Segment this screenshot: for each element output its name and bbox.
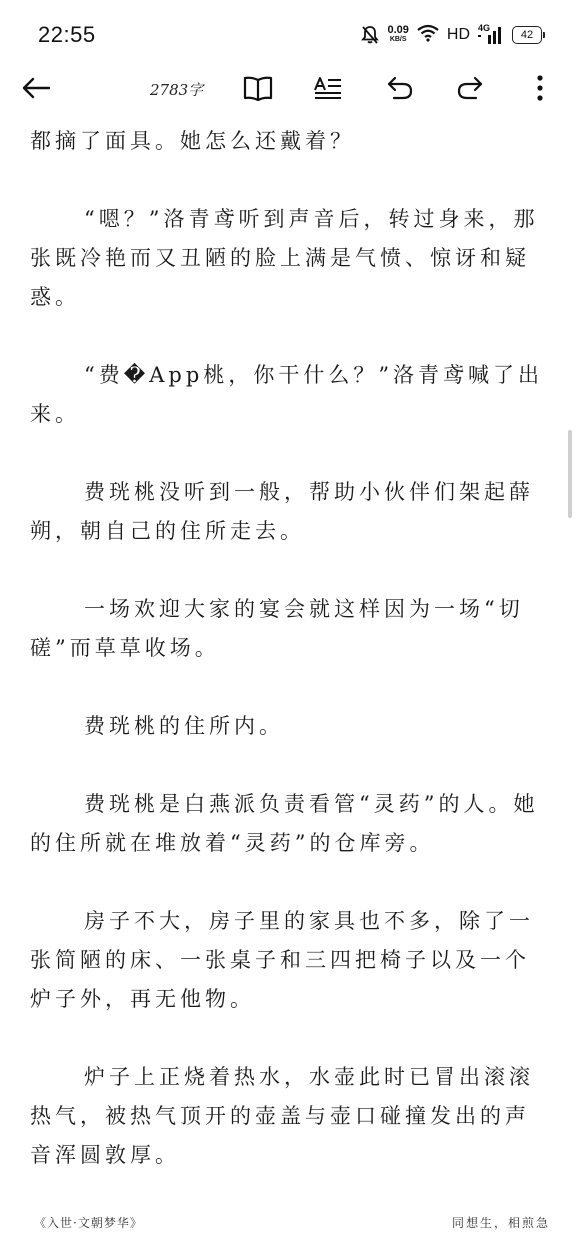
undo-button[interactable] bbox=[380, 70, 420, 106]
paragraph[interactable]: “费�App桃，你干什么？”洛青鸢喊了出来。 bbox=[30, 363, 544, 426]
cellular-type-label: 4G bbox=[478, 23, 491, 33]
back-button[interactable] bbox=[16, 70, 56, 106]
wifi-icon bbox=[417, 24, 439, 46]
network-speed-value: 0.09 bbox=[387, 24, 409, 36]
network-speed-unit: KB/S bbox=[389, 36, 407, 43]
footer bbox=[0, 1200, 576, 1248]
book-title: 《入世·文朝梦华》 bbox=[34, 1216, 143, 1230]
text-format-icon bbox=[313, 76, 343, 100]
status-bar bbox=[0, 0, 576, 70]
more-options-button[interactable] bbox=[520, 70, 560, 106]
document-content[interactable] bbox=[30, 122, 546, 1200]
book-icon bbox=[243, 75, 273, 101]
network-type-label: HD bbox=[446, 26, 470, 43]
paragraph[interactable]: 费珖桃的住所内。 bbox=[84, 714, 284, 738]
status-time: 22:55 bbox=[38, 22, 96, 47]
undo-icon bbox=[386, 75, 414, 101]
paragraph[interactable]: 炉子上正烧着热水，水壶此时已冒出滚滚热气，被热气顶开的壶盖与壶口碰撞发出的声音浑圆敦厚。 bbox=[30, 1065, 534, 1167]
paragraph[interactable]: 费珖桃是白燕派负责看管“灵药”的人。她的住所就在堆放着“灵药”的仓库旁。 bbox=[30, 792, 539, 855]
network-speed bbox=[387, 26, 408, 44]
status-icons bbox=[361, 22, 542, 48]
redo-icon bbox=[456, 75, 484, 101]
redo-button[interactable] bbox=[450, 70, 490, 106]
text-format-button[interactable] bbox=[308, 70, 348, 106]
back-arrow-icon bbox=[21, 76, 51, 100]
paragraph[interactable]: “嗯？”洛青鸢听到声音后，转过身来，那张既冷艳而又丑陋的脸上满是气愤、惊讶和疑惑。 bbox=[30, 207, 539, 309]
cellular-signal-icon bbox=[478, 25, 504, 45]
word-count: 2783字 bbox=[150, 81, 204, 99]
editor-toolbar bbox=[0, 62, 576, 114]
more-vertical-icon bbox=[536, 74, 544, 102]
paragraph[interactable]: 都摘了面具。她怎么还戴着？ bbox=[30, 129, 355, 153]
bell-muted-icon bbox=[361, 25, 379, 45]
footer-tagline: 同想生，相煎急 bbox=[451, 1216, 550, 1230]
scrollbar[interactable] bbox=[568, 430, 572, 518]
paragraph[interactable]: 费珖桃没听到一般，帮助小伙伴们架起薛朔，朝自己的住所走去。 bbox=[30, 480, 534, 543]
paragraph[interactable]: 一场欢迎大家的宴会就这样因为一场“切磋”而草草收场。 bbox=[30, 597, 524, 660]
paragraph[interactable]: 房子不大，房子里的家具也不多，除了一张简陋的床、一张桌子和三四把椅子以及一个炉子外，再无他物。 bbox=[30, 909, 534, 1011]
book-button[interactable] bbox=[238, 70, 278, 106]
battery-icon: 42 bbox=[512, 26, 542, 44]
